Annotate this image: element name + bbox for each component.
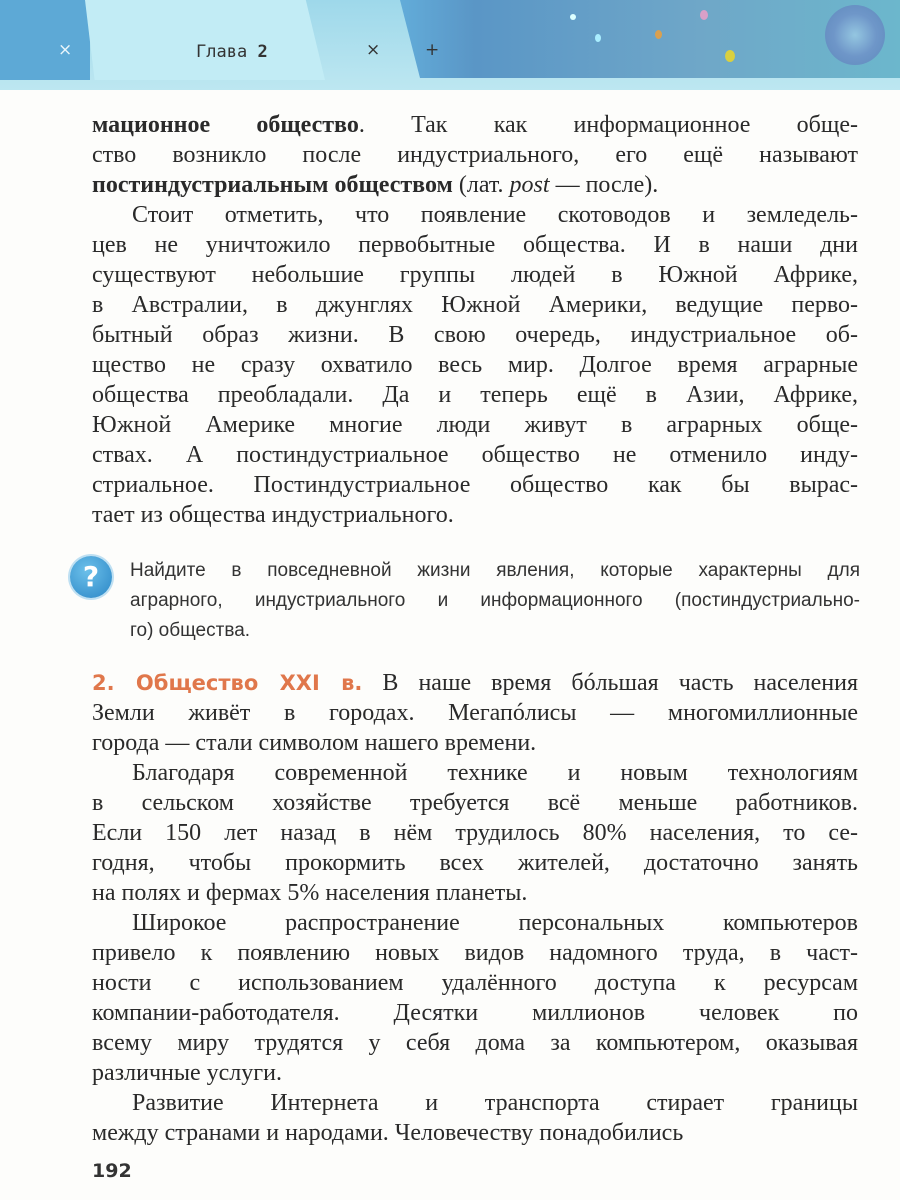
text-segment: компании-работодателя. Десятки миллионов человек по: [92, 1000, 858, 1026]
text-line: [92, 818, 858, 848]
text-line: [92, 848, 858, 878]
text-line: [130, 616, 860, 646]
tab-previous: [0, 0, 90, 80]
text-segment: Земли живёт в городах. Мегапóлисы — многомиллионные: [92, 700, 858, 726]
text-segment: привело к появлению новых видов надомного труда, в част-: [92, 940, 858, 966]
text-segment: в сельском хозяйстве требуется всё меньше работников.: [92, 790, 858, 816]
text-segment: между странами и народами. Человечеству понадобились: [92, 1120, 684, 1146]
page-number: 192: [92, 1160, 132, 1182]
text-line: [92, 290, 858, 320]
text-segment: годня, чтобы прокормить всех жителей, достаточно занять: [92, 850, 858, 876]
text-segment: бытный образ жизни. В свою очередь, индустриальное об-: [92, 322, 858, 348]
text-line: [92, 878, 858, 908]
text-segment: го) общества.: [130, 620, 251, 641]
header-decoration: [400, 0, 900, 78]
text-line: [92, 1028, 858, 1058]
text-line: [92, 200, 858, 230]
text-line: [92, 788, 858, 818]
text-segment: Если 150 лет назад в нём трудилось 80% населения, то се-: [92, 820, 858, 846]
text-line: [92, 908, 858, 938]
text-line: [130, 586, 860, 616]
text-line: [92, 698, 858, 728]
chapter-header: [0, 0, 900, 90]
text-segment: на полях и фермах 5% населения планеты.: [92, 880, 528, 906]
plus-icon: +: [425, 40, 440, 60]
text-segment: post: [509, 172, 550, 198]
text-line: [92, 470, 858, 500]
text-segment: ности с использованием удалённого доступа к ресурсам: [92, 970, 858, 996]
text-segment: Развитие Интернета и транспорта стирает границы: [132, 1090, 858, 1116]
chapter-number: 2: [257, 42, 268, 62]
question-text: [130, 556, 860, 646]
text-line: [92, 998, 858, 1028]
text-line: [92, 440, 858, 470]
text-line: [92, 260, 858, 290]
bold-term: постиндустриальным обществом: [92, 172, 453, 198]
text-segment: ствах. А постиндустриальное общество не отменило инду-: [92, 442, 858, 468]
text-segment: Южной Америке многие люди живут в аграрных обще-: [92, 412, 858, 438]
text-line: [92, 728, 858, 758]
text-segment: Широкое распространение персональных компьютеров: [132, 910, 858, 936]
chapter-label: Глава: [196, 42, 248, 62]
text-segment: различные услуги.: [92, 1060, 282, 1086]
text-segment: щество не сразу охватило весь мир. Долгое время аграрные: [92, 352, 858, 378]
planet-icon: [825, 5, 885, 65]
text-line: [92, 938, 858, 968]
text-segment: — после).: [549, 172, 659, 198]
text-segment: . Так как информационное обще-: [358, 112, 858, 138]
text-segment: тает из общества индустриального.: [92, 502, 454, 528]
text-segment: В наше время бóльшая часть населения: [362, 670, 858, 696]
text-line: [92, 1088, 858, 1118]
text-segment: Стоит отметить, что появление скотоводов и земледель-: [132, 202, 858, 228]
tab-chapter-active: [85, 0, 325, 80]
text-line: [92, 1118, 858, 1148]
text-segment: Благодаря современной технике и новым технологиям: [132, 760, 858, 786]
text-line: [92, 110, 858, 140]
text-segment: стриальное. Постиндустриальное общество как бы вырас-: [92, 472, 858, 498]
text-segment: Найдите в повседневной жизни явления, которые характерны для: [130, 560, 860, 581]
text-block-2: [92, 668, 858, 1148]
question-icon: ?: [70, 556, 112, 598]
text-segment: в Австралии, в джунглях Южной Америки, ведущие перво-: [92, 292, 858, 318]
section-heading: 2. Общество XXI в.: [92, 671, 363, 695]
text-segment: всему миру трудятся у себя дома за компьютером, оказывая: [92, 1030, 858, 1056]
text-segment: цев не уничтожило первобытные общества. И в наши дни: [92, 232, 858, 258]
text-line: [92, 140, 858, 170]
text-line: [92, 410, 858, 440]
chapter-title: [196, 42, 268, 62]
close-icon: ×: [366, 40, 381, 60]
text-line: [92, 230, 858, 260]
text-line: [92, 350, 858, 380]
text-line: [92, 668, 858, 698]
text-segment: общества преобладали. Да и теперь ещё в Азии, Африке,: [92, 382, 858, 408]
bold-term: мационное общество: [92, 112, 359, 138]
text-line: [92, 1058, 858, 1088]
text-segment: города — стали символом нашего времени.: [92, 730, 537, 756]
text-block-1: [92, 110, 858, 530]
close-icon: ×: [58, 40, 73, 60]
text-segment: существуют небольшие группы людей в Южной Африке,: [92, 262, 858, 288]
text-segment: (лат.: [452, 172, 510, 198]
text-segment: аграрного, индустриального и информационного (постиндустриально-: [130, 590, 860, 611]
text-line: [92, 500, 858, 530]
text-line: [92, 968, 858, 998]
text-line: [92, 380, 858, 410]
text-line: [92, 758, 858, 788]
text-line: [92, 170, 858, 200]
text-line: [130, 556, 860, 586]
text-segment: ство возникло после индустриального, его ещё называют: [92, 142, 858, 168]
text-line: [92, 320, 858, 350]
